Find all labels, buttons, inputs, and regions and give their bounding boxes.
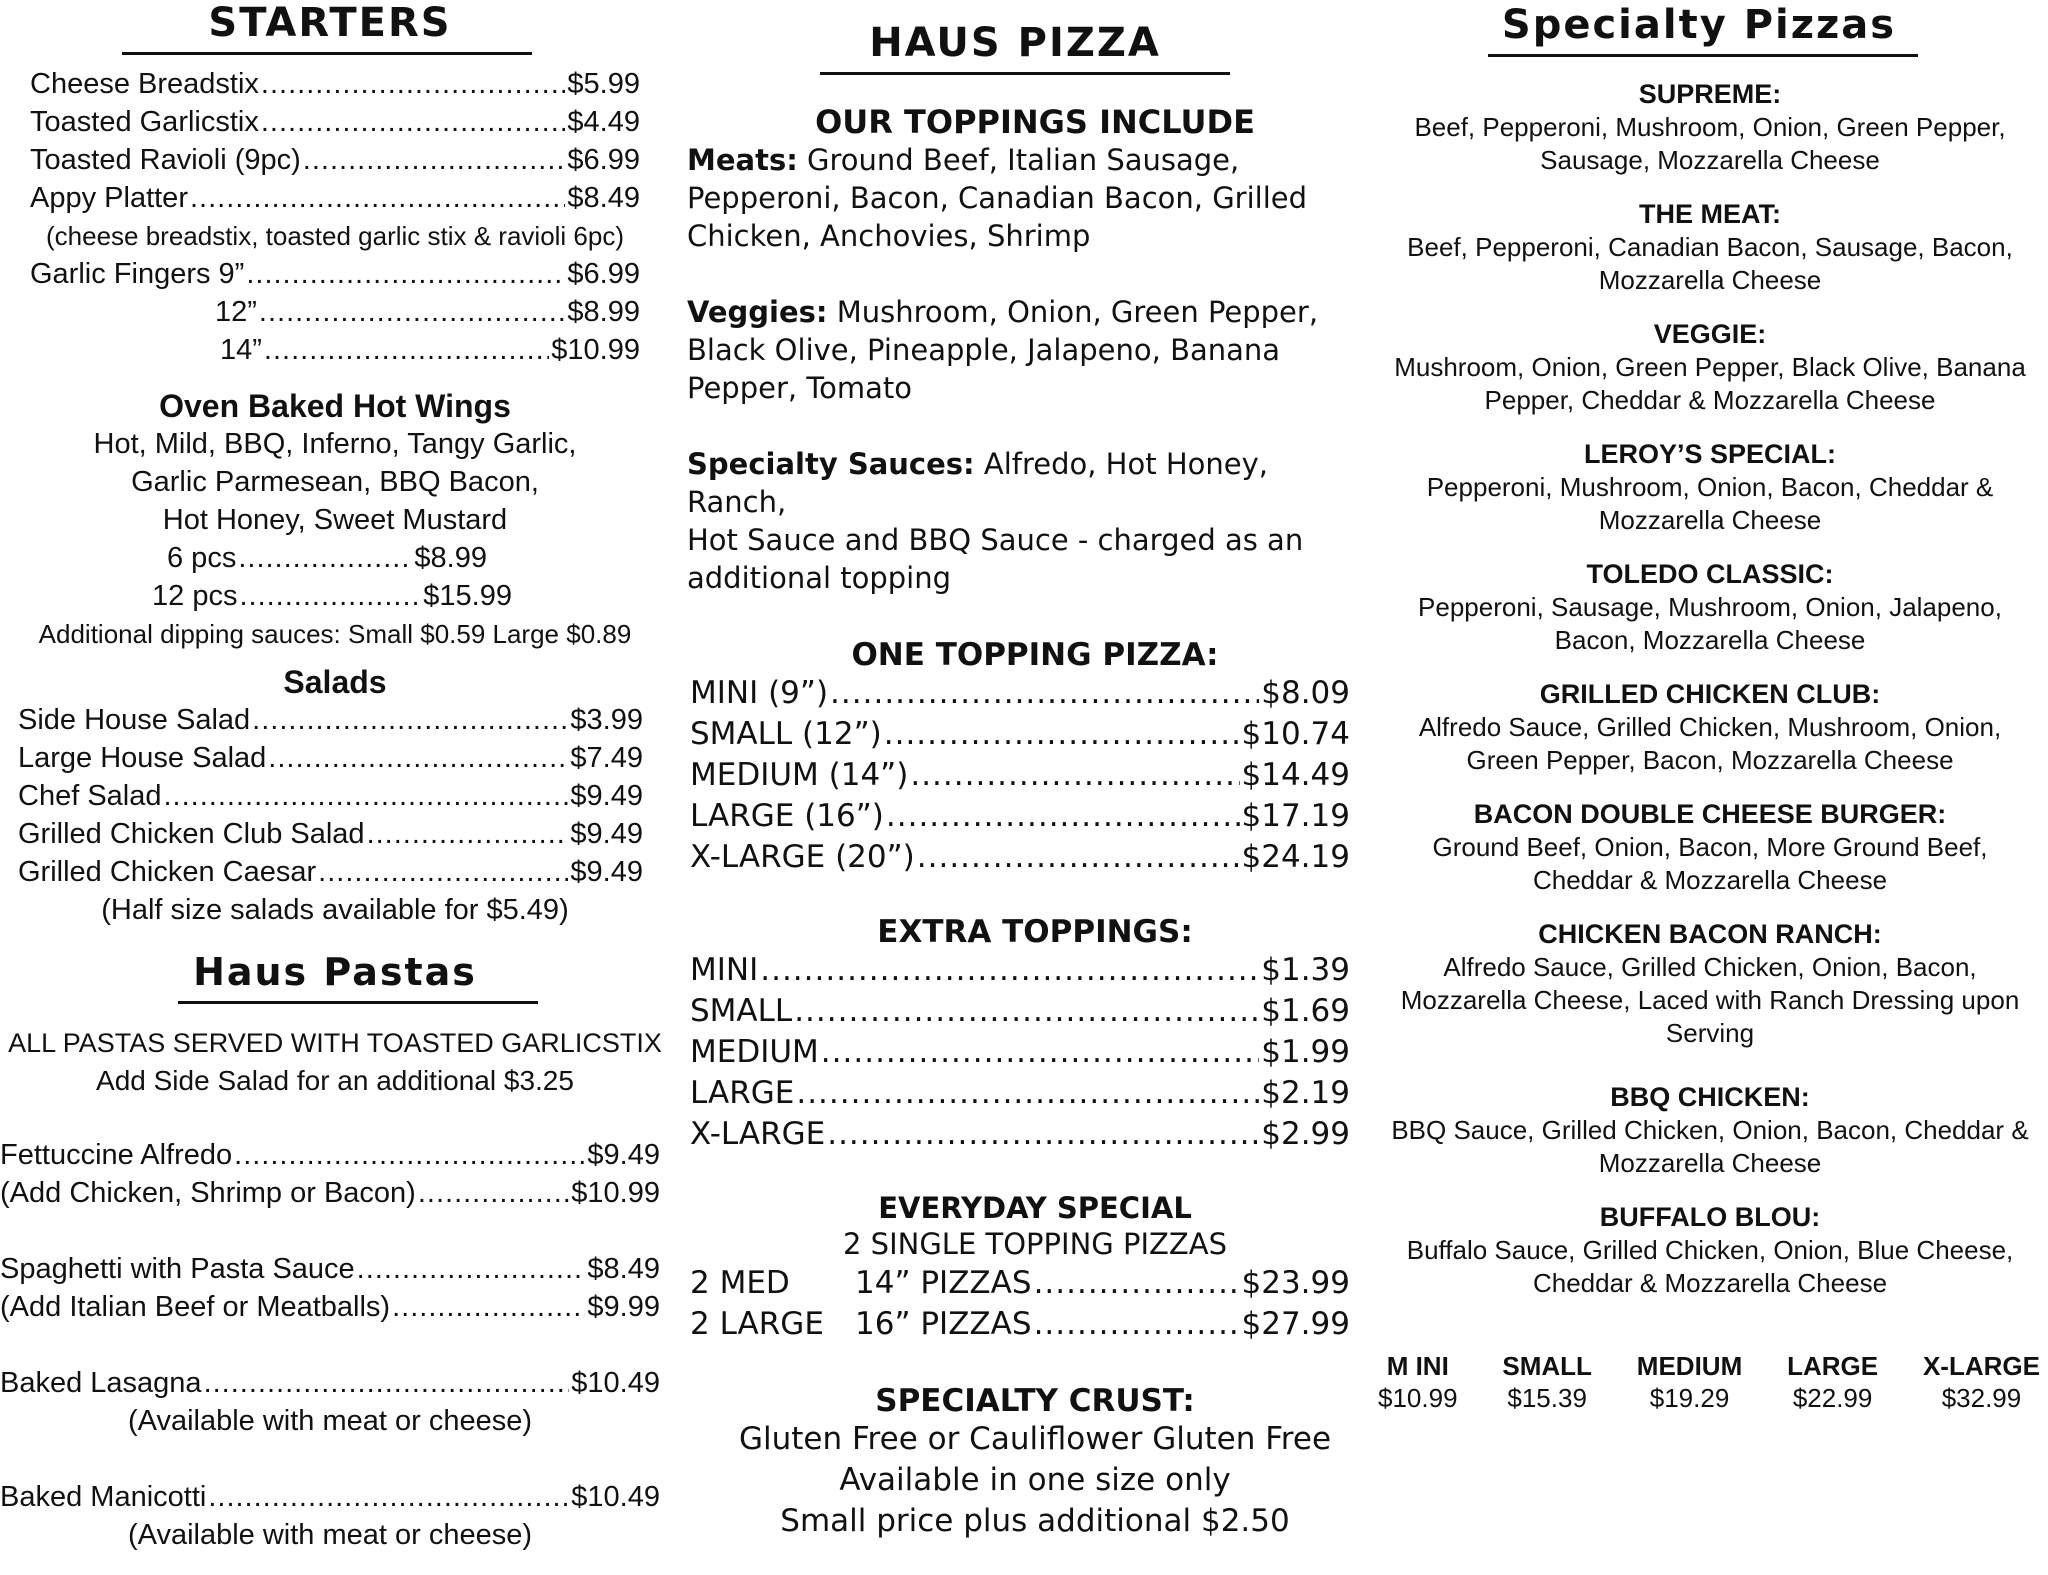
specialty-pizza-chicken-bacon-ranch: CHICKEN BACON RANCH: Alfredo Sauce, Grilled Chicken, Onion, Bacon, Mozzarella Cheese, Laced with Ranch Dressing upon Serving [1400,919,2020,1048]
pasta-item: Baked Manicotti ..... $10.49 [0,1478,660,1516]
garlic-fingers-item: 14” ..... $10.99 [220,331,640,369]
meats-text: Meats: Ground Beef, Italian Sausage, Pepperoni, Bacon, Canadian Bacon, Grilled Chicken, Anchovies, Shrimp [687,143,1308,253]
specialty-rule [1488,54,1918,57]
crust-line: Gluten Free or Cauliflower Gluten Free [738,1421,1332,1457]
left-column [0,0,670,1554]
price-cell: LARGE $22.99 [1787,1351,1879,1413]
haus-pizza-rule [820,72,1230,75]
specialty-price-table [1370,1350,2048,1414]
starter-item: Cheese Breadstix ..... $5.99 [30,65,640,103]
specialty-pizza-bacon-double-cheese-burger: BACON DOUBLE CHEESE BURGER: Ground Beef, Onion, Bacon, More Ground Beef, Cheddar & Mozzarella Cheese [1432,799,1988,895]
sauces-text: Specialty Sauces: Alfredo, Hot Honey, Ranch, Hot Sauce and BBQ Sauce - charged as an additional topping [687,447,1304,595]
salad-item: Chef Salad ..... $9.49 [18,777,643,815]
toppings-section [680,103,1350,597]
salads-heading: Salads [283,664,387,700]
specialty-pizza-buffalo-blou: BUFFALO BLOU: Buffalo Sauce, Grilled Chicken, Onion, Blue Cheese, Cheddar & Mozzarella Cheese [1406,1202,2014,1298]
extra-topping-row: SMALL ..... $1.69 [690,991,1350,1032]
crust-line: Small price plus additional $2.50 [780,1503,1290,1539]
pasta-item: (Add Chicken, Shrimp or Bacon) ..... $10.99 [0,1174,660,1212]
salads-note: (Half size salads available for $5.49) [101,894,569,926]
pasta-item: Fettuccine Alfredo ..... $9.49 [0,1136,660,1174]
salad-item: Grilled Chicken Caesar ..... $9.49 [18,853,643,891]
specialty-pizza-the-meat: THE MEAT: Beef, Pepperoni, Canadian Bacon, Sausage, Bacon, Mozzarella Cheese [1407,199,2013,295]
crust-line: Available in one size only [839,1462,1231,1498]
middle-column [680,0,1350,1542]
pasta-item: (Add Italian Beef or Meatballs) ..... $9.99 [0,1288,660,1326]
price-cell: MEDIUM $19.29 [1636,1351,1743,1413]
specialty-pizza-supreme: SUPREME: Beef, Pepperoni, Mushroom, Onion, Green Pepper, Sausage, Mozzarella Cheese [1414,79,2006,175]
one-topping-row: LARGE (16”) ..... $17.19 [690,796,1350,837]
specialty-pizza-veggie: VEGGIE: Mushroom, Onion, Green Pepper, Black Olive, Banana Pepper, Cheddar & Mozzarella Cheese [1394,319,2026,415]
garlic-fingers-item: 12” ..... $8.99 [215,293,640,331]
pasta-item: Baked Lasagna ..... $10.49 [0,1364,660,1402]
extra-toppings-section [680,914,1350,1155]
extra-toppings-heading: EXTRA TOPPINGS: [877,914,1193,950]
specialty-crust-section [680,1383,1350,1542]
salad-item: Side House Salad ..... $3.99 [18,701,643,739]
extra-topping-row: MINI ..... $1.39 [690,950,1350,991]
one-topping-row: SMALL (12”) ..... $10.74 [690,714,1350,755]
toppings-heading: OUR TOPPINGS INCLUDE [815,103,1255,141]
one-topping-row: X-LARGE (20”) ..... $24.19 [690,837,1350,878]
starters-rule [122,52,532,55]
wings-size: 12 pcs ..... $15.99 [152,577,512,615]
specialty-pizzas-heading: Specialty Pizzas [1501,2,1897,48]
right-column [1370,0,2048,1414]
everyday-special-heading: EVERYDAY SPECIAL [878,1191,1192,1225]
wings-heading: Oven Baked Hot Wings [159,388,511,424]
salads-section [0,663,670,929]
garlic-fingers-item: Garlic Fingers 9” ..... $6.99 [30,255,640,293]
appy-note: (cheese breadstix, toasted garlic stix & ravioli 6pc) [45,221,625,251]
wings-section [0,387,670,653]
pasta-note: (Available with meat or cheese) [127,1405,533,1437]
salad-item: Grilled Chicken Club Salad ..... $9.49 [18,815,643,853]
special-row: 2 MED 14” PIZZAS ..... $23.99 [690,1263,1350,1304]
salad-item: Large House Salad ..... $7.49 [18,739,643,777]
pasta-item: Spaghetti with Pasta Sauce ..... $8.49 [0,1250,660,1288]
pastas-intro: Add Side Salad for an additional $3.25 [96,1065,574,1096]
haus-pizza-heading: HAUS PIZZA [869,20,1161,66]
one-topping-heading: ONE TOPPING PIZZA: [851,637,1219,673]
extra-topping-row: X-LARGE ..... $2.99 [690,1114,1350,1155]
starters-list [30,65,640,369]
wings-note: Additional dipping sauces: Small $0.59 Large $0.89 [38,619,632,649]
pastas-intro: ALL PASTAS SERVED WITH TOASTED GARLICSTIX [8,1028,662,1058]
extra-topping-row: LARGE ..... $2.19 [690,1073,1350,1114]
price-cell: SMALL $15.39 [1502,1351,1592,1413]
extra-topping-row: MEDIUM ..... $1.99 [690,1032,1350,1073]
price-cell: X-LARGE $32.99 [1922,1351,2040,1413]
starters-heading: STARTERS [208,0,452,46]
pastas-rule [178,1001,538,1004]
price-cell: M INI $10.99 [1378,1351,1458,1413]
specialty-pizza-toledo-classic: TOLEDO CLASSIC: Pepperoni, Sausage, Mushroom, Onion, Jalapeno, Bacon, Mozzarella Cheese [1418,559,2002,655]
specialty-pizza-bbq-chicken: BBQ CHICKEN: BBQ Sauce, Grilled Chicken, Onion, Bacon, Cheddar & Mozzarella Cheese [1391,1082,2029,1178]
specialty-pizza-grilled-chicken-club: GRILLED CHICKEN CLUB: Alfredo Sauce, Grilled Chicken, Mushroom, Onion, Green Pepper, Bacon, Mozzarella Cheese [1418,679,2002,775]
veggies-text: Veggies: Mushroom, Onion, Green Pepper, Black Olive, Pineapple, Jalapeno, Banana Pepper, Tomato [687,295,1319,405]
everyday-special-section [680,1191,1350,1345]
pastas-section [0,949,670,1554]
everyday-special-sub: 2 SINGLE TOPPING PIZZAS [843,1227,1227,1261]
pasta-note: (Available with meat or cheese) [127,1519,533,1551]
starter-item: Appy Platter ..... $8.49 [30,179,640,217]
wings-flavors: Hot, Mild, BBQ, Inferno, Tangy Garlic, [93,428,577,460]
one-topping-row: MINI (9”) ..... $8.09 [690,673,1350,714]
wings-flavors: Hot Honey, Sweet Mustard [162,504,508,536]
starter-item: Toasted Ravioli (9pc) ..... $6.99 [30,141,640,179]
pastas-heading: Haus Pastas [193,950,477,994]
specialty-crust-heading: SPECIALTY CRUST: [875,1383,1195,1419]
wings-flavors: Garlic Parmesean, BBQ Bacon, [131,466,539,498]
wings-size: 6 pcs ..... $8.99 [167,539,487,577]
special-row: 2 LARGE 16” PIZZAS ..... $27.99 [690,1304,1350,1345]
starter-item: Toasted Garlicstix ..... $4.49 [30,103,640,141]
specialty-pizza-leroys-special: LEROY’S SPECIAL: Pepperoni, Mushroom, Onion, Bacon, Cheddar & Mozzarella Cheese [1426,439,1994,535]
one-topping-row: MEDIUM (14”) ..... $14.49 [690,755,1350,796]
one-topping-section [680,637,1350,878]
specialty-list [1370,77,2048,1300]
